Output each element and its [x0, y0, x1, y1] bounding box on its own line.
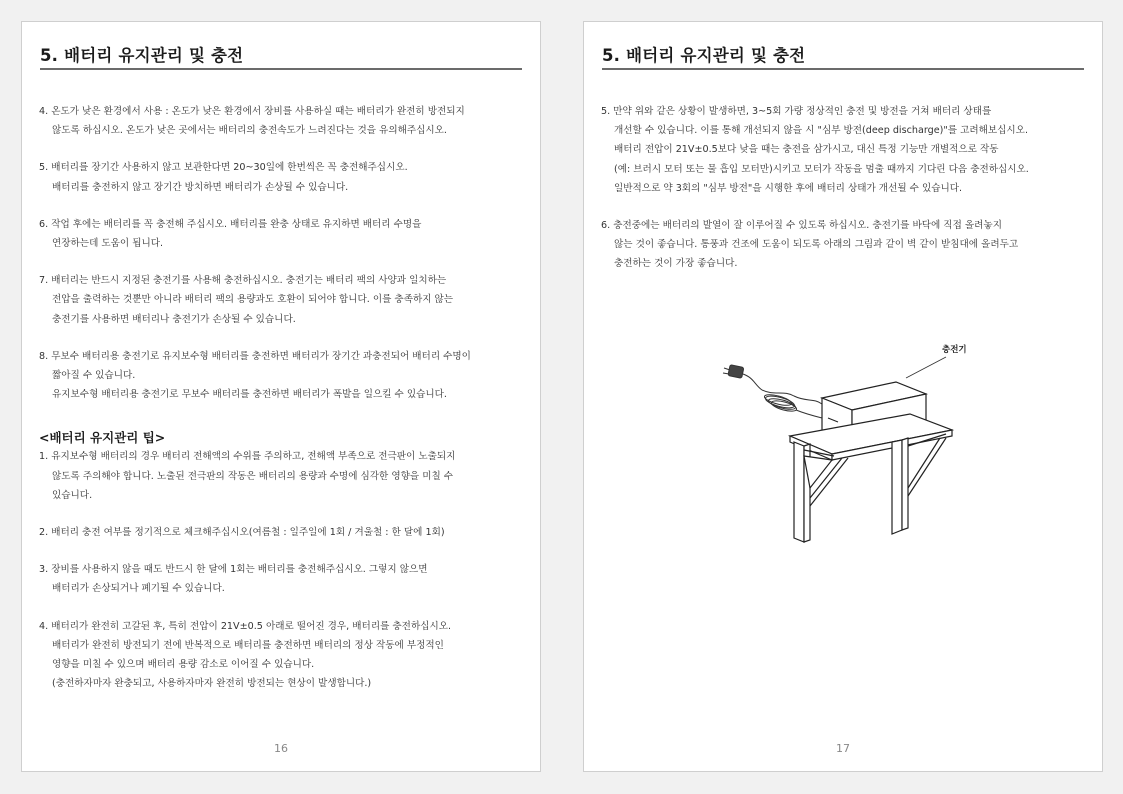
item-continuation-line: (충전하자마자 완충되고, 사용하자마자 완전히 방전되는 현상이 발생합니다.) [52, 678, 372, 690]
item-continuation-line: 배터리 전압이 21V±0.5보다 낮을 때는 충전을 삼가시고, 대신 특정 기능만 개별적으로 작동 [614, 144, 999, 156]
item-continuation-line: 짧아질 수 있습니다. [52, 370, 136, 382]
item-first-line: 4. 배터리가 완전히 고갈된 후, 특히 전압이 21V±0.5 아래로 떨어진 경우, 배터리를 충전하십시오. [39, 620, 452, 632]
wall-shelf [790, 414, 952, 542]
item-first-line: 5. 배터리를 장기간 사용하지 않고 보관한다면 20~30일에 한번씩은 꼭 충전해주십시오. [39, 162, 408, 174]
item-first-line: 8. 무보수 배터리용 충전기로 유지보수형 배터리를 충전하면 배터리가 장기간 과충전되어 배터리 수명이 [39, 350, 471, 362]
cable-coil [762, 390, 822, 418]
right-page-body [601, 102, 1091, 292]
item-continuation-line: 배터리를 충전하지 않고 장기간 방치하면 배터리가 손상될 수 있습니다. [52, 181, 349, 193]
left-page [21, 21, 541, 772]
title-divider [40, 68, 522, 70]
item-first-line: 6. 작업 후에는 배터리를 꼭 충전해 주십시오. 배터리를 완충 상태로 유지하면 배터리 수명을 [39, 218, 422, 230]
list-item [39, 215, 529, 253]
list-item [601, 102, 1091, 198]
page-number: 16 [274, 742, 288, 755]
item-continuation-line: (예: 브러시 모터 또는 물 흡입 모터만)시키고 모터가 작동을 멈출 때까지 기다린 다음 충전하십시오. [614, 163, 1029, 175]
tips-list [39, 447, 529, 693]
item-continuation-line: 충전기를 사용하면 배터리나 충전기가 손상될 수 있습니다. [52, 313, 296, 325]
title-divider [602, 68, 1084, 70]
list-item [39, 347, 529, 405]
item-continuation-line: 일반적으로 약 3회의 "심부 방전"을 시행한 후에 배터리 상태가 개선될 수 있습니다. [614, 182, 963, 194]
item-continuation-line: 연장하는데 도움이 됩니다. [52, 238, 164, 250]
item-continuation-line: 있습니다. [52, 489, 93, 501]
plug-icon [723, 365, 762, 390]
item-first-line: 1. 유지보수형 배터리의 경우 배터리 전해액의 수위를 주의하고, 전해액 부족으로 전극판이 노출되지 [39, 451, 456, 463]
item-continuation-line: 유지보수형 배터리용 충전기로 무보수 배터리를 충전하면 배터리가 폭발을 일으킬 수 있습니다. [52, 389, 447, 401]
page-title: 5. 배터리 유지관리 및 충전 [602, 46, 806, 65]
list-item [39, 560, 529, 598]
item-continuation-line: 배터리가 완전히 방전되기 전에 반복적으로 배터리를 충전하면 배터리의 정상 작동에 부정적인 [52, 639, 444, 651]
item-first-line: 6. 충전중에는 배터리의 발열이 잘 이루어질 수 있도록 하십시오. 충전기를 바닥에 직접 올려놓지 [601, 220, 1002, 232]
item-first-line: 2. 배터리 충전 여부를 정기적으로 체크해주십시오(여름철 : 일주일에 1회 / 겨울철 : 한 달에 1회) [39, 527, 445, 539]
left-instruction-list [39, 102, 529, 404]
tips-heading: <배터리 유지관리 팁> [39, 430, 166, 446]
right-page [583, 21, 1103, 772]
page-number: 17 [836, 742, 850, 755]
list-item [39, 447, 529, 505]
list-item [39, 102, 529, 140]
charger-label: 충전기 [942, 345, 967, 355]
list-item [39, 271, 529, 329]
list-item [39, 158, 529, 196]
item-first-line: 5. 만약 위와 같은 상황이 발생하면, 3~5회 가량 정상적인 충전 및 방전을 거쳐 배터리 상태를 [601, 106, 992, 117]
item-continuation-line: 개선할 수 있습니다. 이를 통해 개선되지 않을 시 "심부 방전(deep discharge)"를 고려해보십시오. [614, 125, 1028, 137]
item-continuation-line: 전압을 출력하는 것뿐만 아니라 배터리 팩의 용량과도 호환이 되어야 합니다. 이를 충족하지 않는 [52, 294, 454, 306]
item-continuation-line: 영향을 미칠 수 있으며 배터리 용량 감소로 이어질 수 있습니다. [52, 659, 315, 671]
item-continuation-line: 배터리가 손상되거나 폐기될 수 있습니다. [52, 583, 225, 595]
item-first-line: 4. 온도가 낮은 환경에서 사용 : 온도가 낮은 환경에서 장비를 사용하실 때는 배터리가 완전히 방전되지 [39, 106, 465, 117]
item-continuation-line: 않도록 하십시오. 온도가 낮은 곳에서는 배터리의 충전속도가 느려진다는 것을 유의해주십시오. [52, 125, 447, 137]
list-item [601, 216, 1091, 274]
item-continuation-line: 않도록 주의해야 합니다. 노출된 전극판의 작동은 배터리의 용량과 수명에 심각한 영향을 미칠 수 [52, 470, 454, 482]
left-page-body [39, 102, 529, 711]
item-first-line: 3. 장비를 사용하지 않을 때도 반드시 한 달에 1회는 배터리를 충전해주십시오. 그렇지 않으면 [39, 564, 428, 576]
right-instruction-list [601, 102, 1091, 274]
page-title: 5. 배터리 유지관리 및 충전 [40, 46, 244, 65]
list-item [39, 523, 529, 542]
list-item [39, 617, 529, 694]
item-first-line: 7. 배터리는 반드시 지정된 충전기를 사용해 충전하십시오. 충전기는 배터리 팩의 사양과 일치하는 [39, 275, 447, 287]
item-continuation-line: 충전하는 것이 가장 좋습니다. [614, 258, 738, 270]
charger-on-shelf-illustration [714, 338, 994, 548]
item-continuation-line: 않는 것이 좋습니다. 통풍과 건조에 도움이 되도록 아래의 그림과 같이 벽 같이 받침대에 올려두고 [614, 239, 1019, 251]
